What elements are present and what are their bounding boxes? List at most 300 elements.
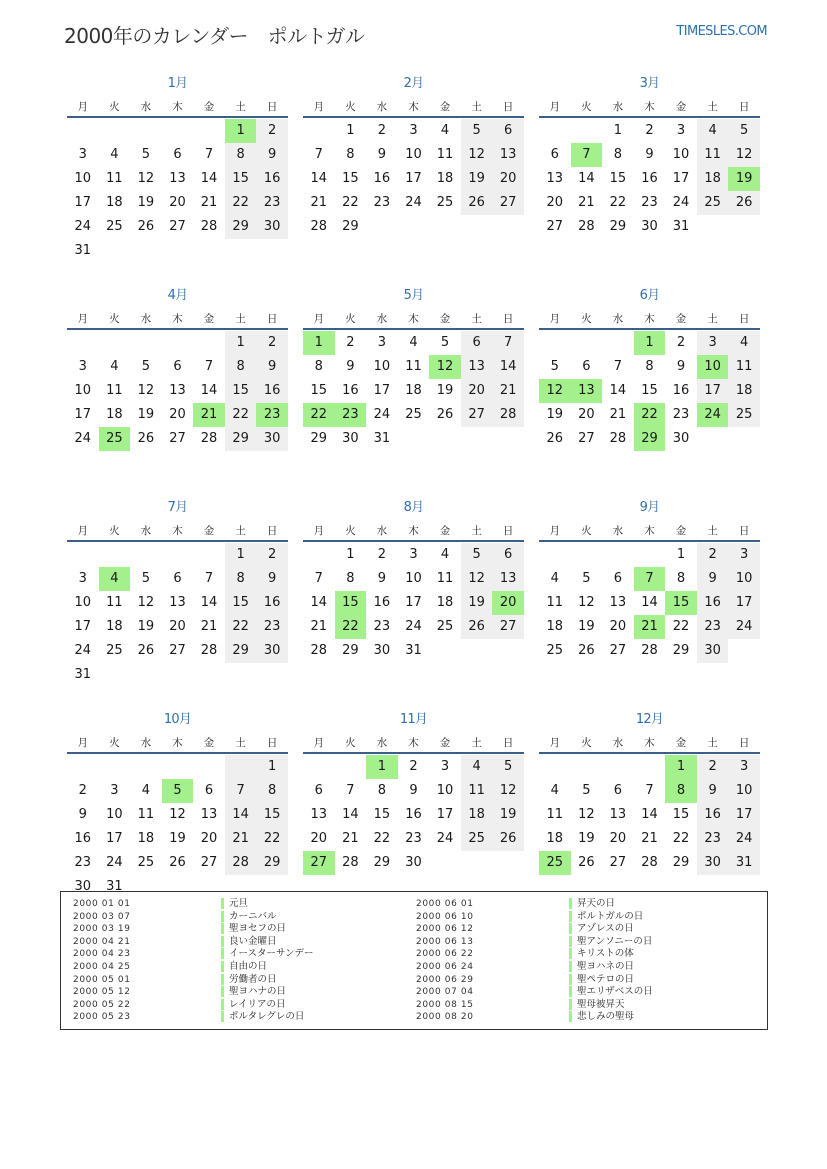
- day-cell: 29: [342, 643, 359, 658]
- day-cell: 2: [256, 331, 288, 355]
- day-cell: 24: [728, 615, 760, 639]
- holiday-day-cell: 1: [225, 119, 257, 143]
- day-cell: 2: [645, 123, 654, 138]
- day-cell: 10: [436, 783, 454, 798]
- day-cell: 10: [373, 359, 391, 374]
- day-cell: 17: [436, 807, 454, 822]
- day-cell: 8: [377, 783, 387, 798]
- day-cell: 28: [225, 851, 257, 875]
- holiday-name: 悲しみの聖母: [569, 1011, 634, 1022]
- day-cell: 9: [697, 779, 729, 803]
- day-cell: 22: [225, 403, 257, 427]
- day-cell: 23: [373, 195, 391, 210]
- weekday-label: 土: [707, 312, 718, 325]
- day-cell: 1: [256, 755, 288, 779]
- day-cell: 6: [461, 331, 493, 355]
- weekday-label: 土: [471, 524, 482, 537]
- day-cell: 20: [492, 167, 524, 191]
- day-cell: 26: [492, 827, 524, 851]
- day-grid: [67, 119, 288, 263]
- day-cell: 22: [225, 191, 257, 215]
- day-cell: 16: [697, 591, 729, 615]
- empty-day-cell: [602, 331, 634, 355]
- day-cell: 26: [578, 855, 595, 870]
- weekday-label: 水: [376, 524, 388, 537]
- weekday-label: 日: [266, 312, 278, 325]
- day-cell: 27: [169, 219, 186, 234]
- day-cell: 2: [697, 543, 729, 567]
- day-cell: 2: [377, 123, 387, 138]
- day-cell: 19: [436, 383, 454, 398]
- day-cell: 12: [137, 383, 155, 398]
- day-cell: 17: [728, 591, 760, 615]
- month-title: 1月: [167, 76, 188, 91]
- day-cell: 16: [697, 803, 729, 827]
- day-cell: 5: [550, 359, 559, 374]
- holiday-name: 聖ヨハネの日: [569, 961, 634, 972]
- day-cell: 18: [436, 595, 454, 610]
- weekday-label: 土: [235, 312, 246, 325]
- day-cell: 29: [342, 219, 359, 234]
- day-cell: 3: [409, 123, 418, 138]
- day-cell: 29: [225, 427, 257, 451]
- day-cell: 4: [440, 547, 450, 562]
- day-cell: 20: [461, 379, 493, 403]
- weekday-label: 火: [109, 524, 120, 537]
- day-cell: 14: [492, 355, 524, 379]
- holiday-date: 2000 05 12: [73, 987, 131, 998]
- weekday-label: 水: [376, 736, 388, 749]
- weekday-label: 月: [313, 736, 325, 749]
- empty-day-cell: [130, 543, 162, 567]
- day-cell: 14: [200, 171, 218, 186]
- day-cell: 3: [78, 359, 87, 374]
- day-cell: 21: [200, 619, 218, 634]
- day-cell: 23: [256, 615, 288, 639]
- empty-day-cell: [571, 755, 603, 779]
- day-cell: 20: [200, 831, 218, 846]
- holiday-date: 2000 04 25: [73, 961, 131, 972]
- day-cell: 3: [78, 147, 87, 162]
- month-calendar: [67, 708, 288, 912]
- empty-day-cell: [303, 543, 335, 567]
- day-cell: 18: [106, 407, 123, 422]
- legend-left-dates: [73, 898, 131, 1024]
- holiday-day-cell: 22: [634, 403, 666, 427]
- weekday-label: 金: [203, 736, 215, 749]
- month-title: 12月: [635, 712, 664, 727]
- day-cell: 14: [200, 595, 218, 610]
- day-cell: 7: [645, 783, 654, 798]
- day-cell: 5: [582, 571, 591, 586]
- day-cell: 7: [314, 571, 323, 586]
- holiday-day-cell: 7: [571, 143, 603, 167]
- day-cell: 10: [728, 779, 760, 803]
- day-cell: 12: [728, 143, 760, 167]
- day-cell: 8: [314, 359, 323, 374]
- day-cell: 7: [204, 147, 214, 162]
- day-cell: 28: [310, 643, 328, 658]
- weekday-label: 土: [471, 312, 482, 325]
- day-cell: 27: [609, 643, 627, 658]
- day-cell: 19: [492, 803, 524, 827]
- weekday-label: 水: [140, 100, 152, 113]
- month-title: 10月: [163, 712, 192, 727]
- day-cell: 30: [256, 427, 288, 451]
- day-cell: 19: [137, 407, 155, 422]
- day-cell: 26: [137, 219, 155, 234]
- day-cell: 23: [697, 827, 729, 851]
- weekday-label: 日: [266, 736, 278, 749]
- month-title: 9月: [639, 500, 660, 515]
- weekday-label: 火: [345, 312, 356, 325]
- holiday-day-cell: 29: [634, 427, 666, 451]
- holiday-name: 良い金曜日: [221, 936, 277, 947]
- weekday-label: 日: [738, 312, 750, 325]
- weekday-label: 水: [140, 736, 152, 749]
- weekday-label: 火: [109, 736, 120, 749]
- holiday-date: 2000 01 01: [73, 899, 131, 909]
- day-cell: 15: [342, 171, 359, 186]
- empty-day-cell: [130, 331, 162, 355]
- day-cell: 20: [169, 195, 186, 210]
- holiday-name: カーニバル: [221, 911, 277, 922]
- day-cell: 29: [672, 643, 690, 658]
- weekday-label: 金: [675, 524, 687, 537]
- day-cell: 14: [609, 383, 627, 398]
- day-cell: 20: [609, 619, 627, 634]
- empty-day-cell: [303, 119, 335, 143]
- day-cell: 11: [405, 359, 422, 374]
- day-cell: 31: [74, 667, 92, 682]
- day-cell: 25: [137, 855, 155, 870]
- day-cell: 4: [550, 571, 559, 586]
- day-cell: 16: [373, 171, 391, 186]
- day-cell: 26: [436, 407, 454, 422]
- day-grid: [67, 755, 288, 899]
- day-cell: 3: [377, 335, 387, 350]
- empty-day-cell: [130, 119, 162, 143]
- day-cell: 8: [645, 359, 654, 374]
- day-cell: 6: [173, 359, 182, 374]
- day-cell: 16: [256, 591, 288, 615]
- day-cell: 18: [137, 831, 155, 846]
- holiday-day-cell: 15: [335, 591, 367, 615]
- day-cell: 5: [728, 119, 760, 143]
- day-cell: 20: [578, 407, 595, 422]
- day-cell: 13: [200, 807, 218, 822]
- day-cell: 25: [436, 195, 454, 210]
- day-cell: 4: [110, 359, 119, 374]
- day-cell: 19: [546, 407, 564, 422]
- holiday-date: 2000 07 04: [416, 987, 474, 998]
- day-cell: 4: [728, 331, 760, 355]
- day-cell: 11: [728, 355, 760, 379]
- holiday-day-cell: 1: [634, 331, 666, 355]
- holiday-day-cell: 12: [429, 355, 461, 379]
- day-cell: 3: [728, 755, 760, 779]
- holiday-name: 元旦: [221, 898, 248, 909]
- day-cell: 13: [492, 143, 524, 167]
- day-cell: 7: [492, 331, 524, 355]
- holiday-name: 昇天の日: [569, 898, 615, 909]
- day-cell: 4: [550, 783, 559, 798]
- month-title: 5月: [403, 288, 424, 303]
- holiday-day-cell: 15: [665, 591, 697, 615]
- month-calendar: [303, 708, 524, 912]
- day-cell: 16: [74, 831, 92, 846]
- month-calendar: [303, 72, 524, 284]
- day-cell: 25: [405, 407, 422, 422]
- day-cell: 27: [578, 431, 595, 446]
- day-cell: 10: [74, 171, 92, 186]
- weekday-label: 月: [77, 100, 89, 113]
- weekday-label: 火: [109, 312, 120, 325]
- month-title: 7月: [167, 500, 188, 515]
- day-cell: 15: [225, 379, 257, 403]
- holiday-name: ポルタレグレの日: [221, 1011, 304, 1022]
- day-cell: 10: [74, 383, 92, 398]
- day-cell: 23: [672, 407, 690, 422]
- day-grid: [539, 119, 760, 239]
- day-cell: 14: [578, 171, 595, 186]
- month-calendar: [539, 72, 760, 284]
- weekday-label: 金: [439, 736, 451, 749]
- day-cell: 23: [697, 615, 729, 639]
- day-cell: 13: [546, 171, 564, 186]
- weekday-label: 水: [376, 312, 388, 325]
- day-cell: 4: [440, 123, 450, 138]
- day-cell: 31: [672, 219, 690, 234]
- day-cell: 5: [461, 543, 493, 567]
- holiday-name: 聖アンソニーの日: [569, 936, 652, 947]
- holiday-legend: [60, 891, 768, 1030]
- day-cell: 3: [697, 331, 729, 355]
- day-cell: 27: [169, 643, 186, 658]
- weekday-label: 月: [549, 524, 561, 537]
- day-cell: 12: [169, 807, 186, 822]
- weekday-label: 土: [707, 524, 718, 537]
- empty-day-cell: [162, 755, 194, 779]
- holiday-date: 2000 06 10: [416, 911, 474, 922]
- weekday-label: 木: [644, 736, 655, 749]
- day-cell: 2: [676, 335, 686, 350]
- day-cell: 2: [409, 759, 418, 774]
- day-cell: 27: [200, 855, 218, 870]
- day-cell: 9: [377, 571, 387, 586]
- holiday-day-cell: 5: [162, 779, 194, 803]
- day-cell: 28: [492, 403, 524, 427]
- day-cell: 21: [609, 407, 627, 422]
- day-cell: 29: [256, 851, 288, 875]
- weekday-label: 月: [313, 524, 325, 537]
- empty-day-cell: [130, 755, 162, 779]
- day-cell: 26: [461, 191, 493, 215]
- day-cell: 22: [225, 615, 257, 639]
- weekday-header: [303, 96, 524, 118]
- holiday-day-cell: 1: [366, 755, 398, 779]
- day-cell: 10: [106, 807, 123, 822]
- holiday-name: レイリアの日: [221, 999, 286, 1010]
- holiday-name: 聖ヨハナの日: [221, 986, 286, 997]
- day-cell: 21: [310, 619, 328, 634]
- empty-day-cell: [571, 119, 603, 143]
- weekday-label: 水: [612, 736, 624, 749]
- site-brand-link[interactable]: TIMESLES.COM: [676, 24, 767, 39]
- month-title: 6月: [639, 288, 660, 303]
- holiday-name: 労働者の日: [221, 974, 277, 985]
- holiday-date: 2000 04 21: [73, 936, 131, 947]
- day-cell: 16: [641, 171, 658, 186]
- weekday-label: 月: [313, 312, 325, 325]
- empty-day-cell: [162, 119, 194, 143]
- holiday-date: 2000 04 23: [73, 949, 131, 960]
- day-cell: 12: [137, 171, 155, 186]
- weekday-label: 金: [203, 100, 215, 113]
- day-cell: 16: [342, 383, 359, 398]
- month-title: 4月: [167, 288, 188, 303]
- day-cell: 11: [436, 571, 454, 586]
- day-cell: 7: [204, 359, 214, 374]
- day-cell: 7: [204, 571, 214, 586]
- weekday-label: 土: [707, 736, 718, 749]
- weekday-label: 火: [345, 524, 356, 537]
- day-cell: 25: [728, 403, 760, 427]
- day-cell: 27: [492, 615, 524, 639]
- day-cell: 25: [436, 619, 454, 634]
- page-title: 2000年のカレンダー ポルトガル: [64, 24, 365, 48]
- day-cell: 28: [641, 643, 658, 658]
- day-cell: 3: [676, 123, 686, 138]
- weekday-label: 土: [235, 100, 246, 113]
- weekday-label: 日: [738, 524, 750, 537]
- day-cell: 20: [169, 407, 186, 422]
- day-cell: 8: [346, 147, 355, 162]
- day-cell: 11: [137, 807, 155, 822]
- empty-day-cell: [162, 543, 194, 567]
- day-cell: 3: [440, 759, 450, 774]
- day-cell: 5: [582, 783, 591, 798]
- holiday-day-cell: 10: [697, 355, 729, 379]
- weekday-label: 金: [439, 524, 451, 537]
- day-cell: 17: [74, 195, 92, 210]
- day-cell: 4: [141, 783, 151, 798]
- weekday-label: 土: [471, 736, 482, 749]
- weekday-label: 火: [109, 100, 120, 113]
- day-cell: 13: [492, 567, 524, 591]
- day-cell: 6: [582, 359, 591, 374]
- day-cell: 16: [373, 595, 391, 610]
- day-cell: 25: [106, 219, 123, 234]
- day-cell: 27: [461, 403, 493, 427]
- empty-day-cell: [193, 543, 225, 567]
- weekday-label: 木: [172, 312, 183, 325]
- day-cell: 8: [676, 571, 686, 586]
- month-calendar: [67, 496, 288, 708]
- day-cell: 5: [141, 359, 151, 374]
- empty-day-cell: [634, 543, 666, 567]
- holiday-day-cell: 7: [634, 567, 666, 591]
- weekday-label: 火: [581, 736, 592, 749]
- empty-day-cell: [67, 331, 99, 355]
- holiday-day-cell: 13: [571, 379, 603, 403]
- day-cell: 28: [310, 219, 328, 234]
- day-grid: [303, 331, 524, 451]
- holiday-day-cell: 12: [539, 379, 571, 403]
- weekday-label: 日: [266, 524, 278, 537]
- day-cell: 17: [697, 379, 729, 403]
- day-cell: 22: [609, 195, 627, 210]
- weekday-label: 水: [612, 524, 624, 537]
- day-cell: 14: [200, 383, 218, 398]
- holiday-date: 2000 06 29: [416, 974, 474, 985]
- day-cell: 25: [106, 643, 123, 658]
- day-cell: 3: [78, 571, 87, 586]
- day-cell: 4: [110, 147, 119, 162]
- day-cell: 24: [405, 619, 422, 634]
- day-cell: 30: [74, 879, 92, 894]
- holiday-day-cell: 21: [634, 615, 666, 639]
- day-cell: 13: [310, 807, 328, 822]
- day-cell: 16: [672, 383, 690, 398]
- day-cell: 9: [78, 807, 87, 822]
- holiday-day-cell: 19: [728, 167, 760, 191]
- day-cell: 6: [314, 783, 323, 798]
- day-cell: 5: [461, 119, 493, 143]
- weekday-label: 月: [77, 524, 89, 537]
- day-cell: 6: [613, 783, 623, 798]
- day-cell: 15: [225, 167, 257, 191]
- day-grid: [303, 119, 524, 239]
- weekday-label: 月: [549, 736, 561, 749]
- empty-day-cell: [602, 543, 634, 567]
- day-cell: 14: [310, 171, 328, 186]
- day-cell: 12: [461, 567, 493, 591]
- day-cell: 9: [697, 567, 729, 591]
- weekday-label: 日: [502, 524, 514, 537]
- holiday-day-cell: 20: [492, 591, 524, 615]
- day-cell: 7: [225, 779, 257, 803]
- empty-day-cell: [99, 331, 131, 355]
- day-cell: 2: [377, 547, 387, 562]
- day-cell: 11: [697, 143, 729, 167]
- holiday-name: 聖ヨセフの日: [221, 923, 286, 934]
- day-cell: 16: [405, 807, 422, 822]
- month-calendar: [303, 496, 524, 708]
- weekday-label: 木: [644, 312, 655, 325]
- day-cell: 17: [74, 619, 92, 634]
- day-cell: 9: [256, 567, 288, 591]
- weekday-label: 金: [439, 312, 451, 325]
- day-cell: 17: [405, 171, 422, 186]
- day-cell: 21: [492, 379, 524, 403]
- empty-day-cell: [539, 331, 571, 355]
- holiday-date: 2000 06 22: [416, 949, 474, 960]
- holiday-day-cell: 25: [539, 851, 571, 875]
- day-cell: 9: [377, 147, 387, 162]
- day-cell: 2: [256, 119, 288, 143]
- day-cell: 28: [578, 219, 595, 234]
- holiday-date: 2000 05 01: [73, 974, 131, 985]
- day-cell: 31: [373, 431, 391, 446]
- day-cell: 29: [225, 215, 257, 239]
- weekday-label: 日: [502, 100, 514, 113]
- day-cell: 13: [609, 595, 627, 610]
- day-cell: 12: [461, 143, 493, 167]
- day-cell: 21: [225, 827, 257, 851]
- day-cell: 1: [225, 543, 257, 567]
- day-cell: 17: [106, 831, 123, 846]
